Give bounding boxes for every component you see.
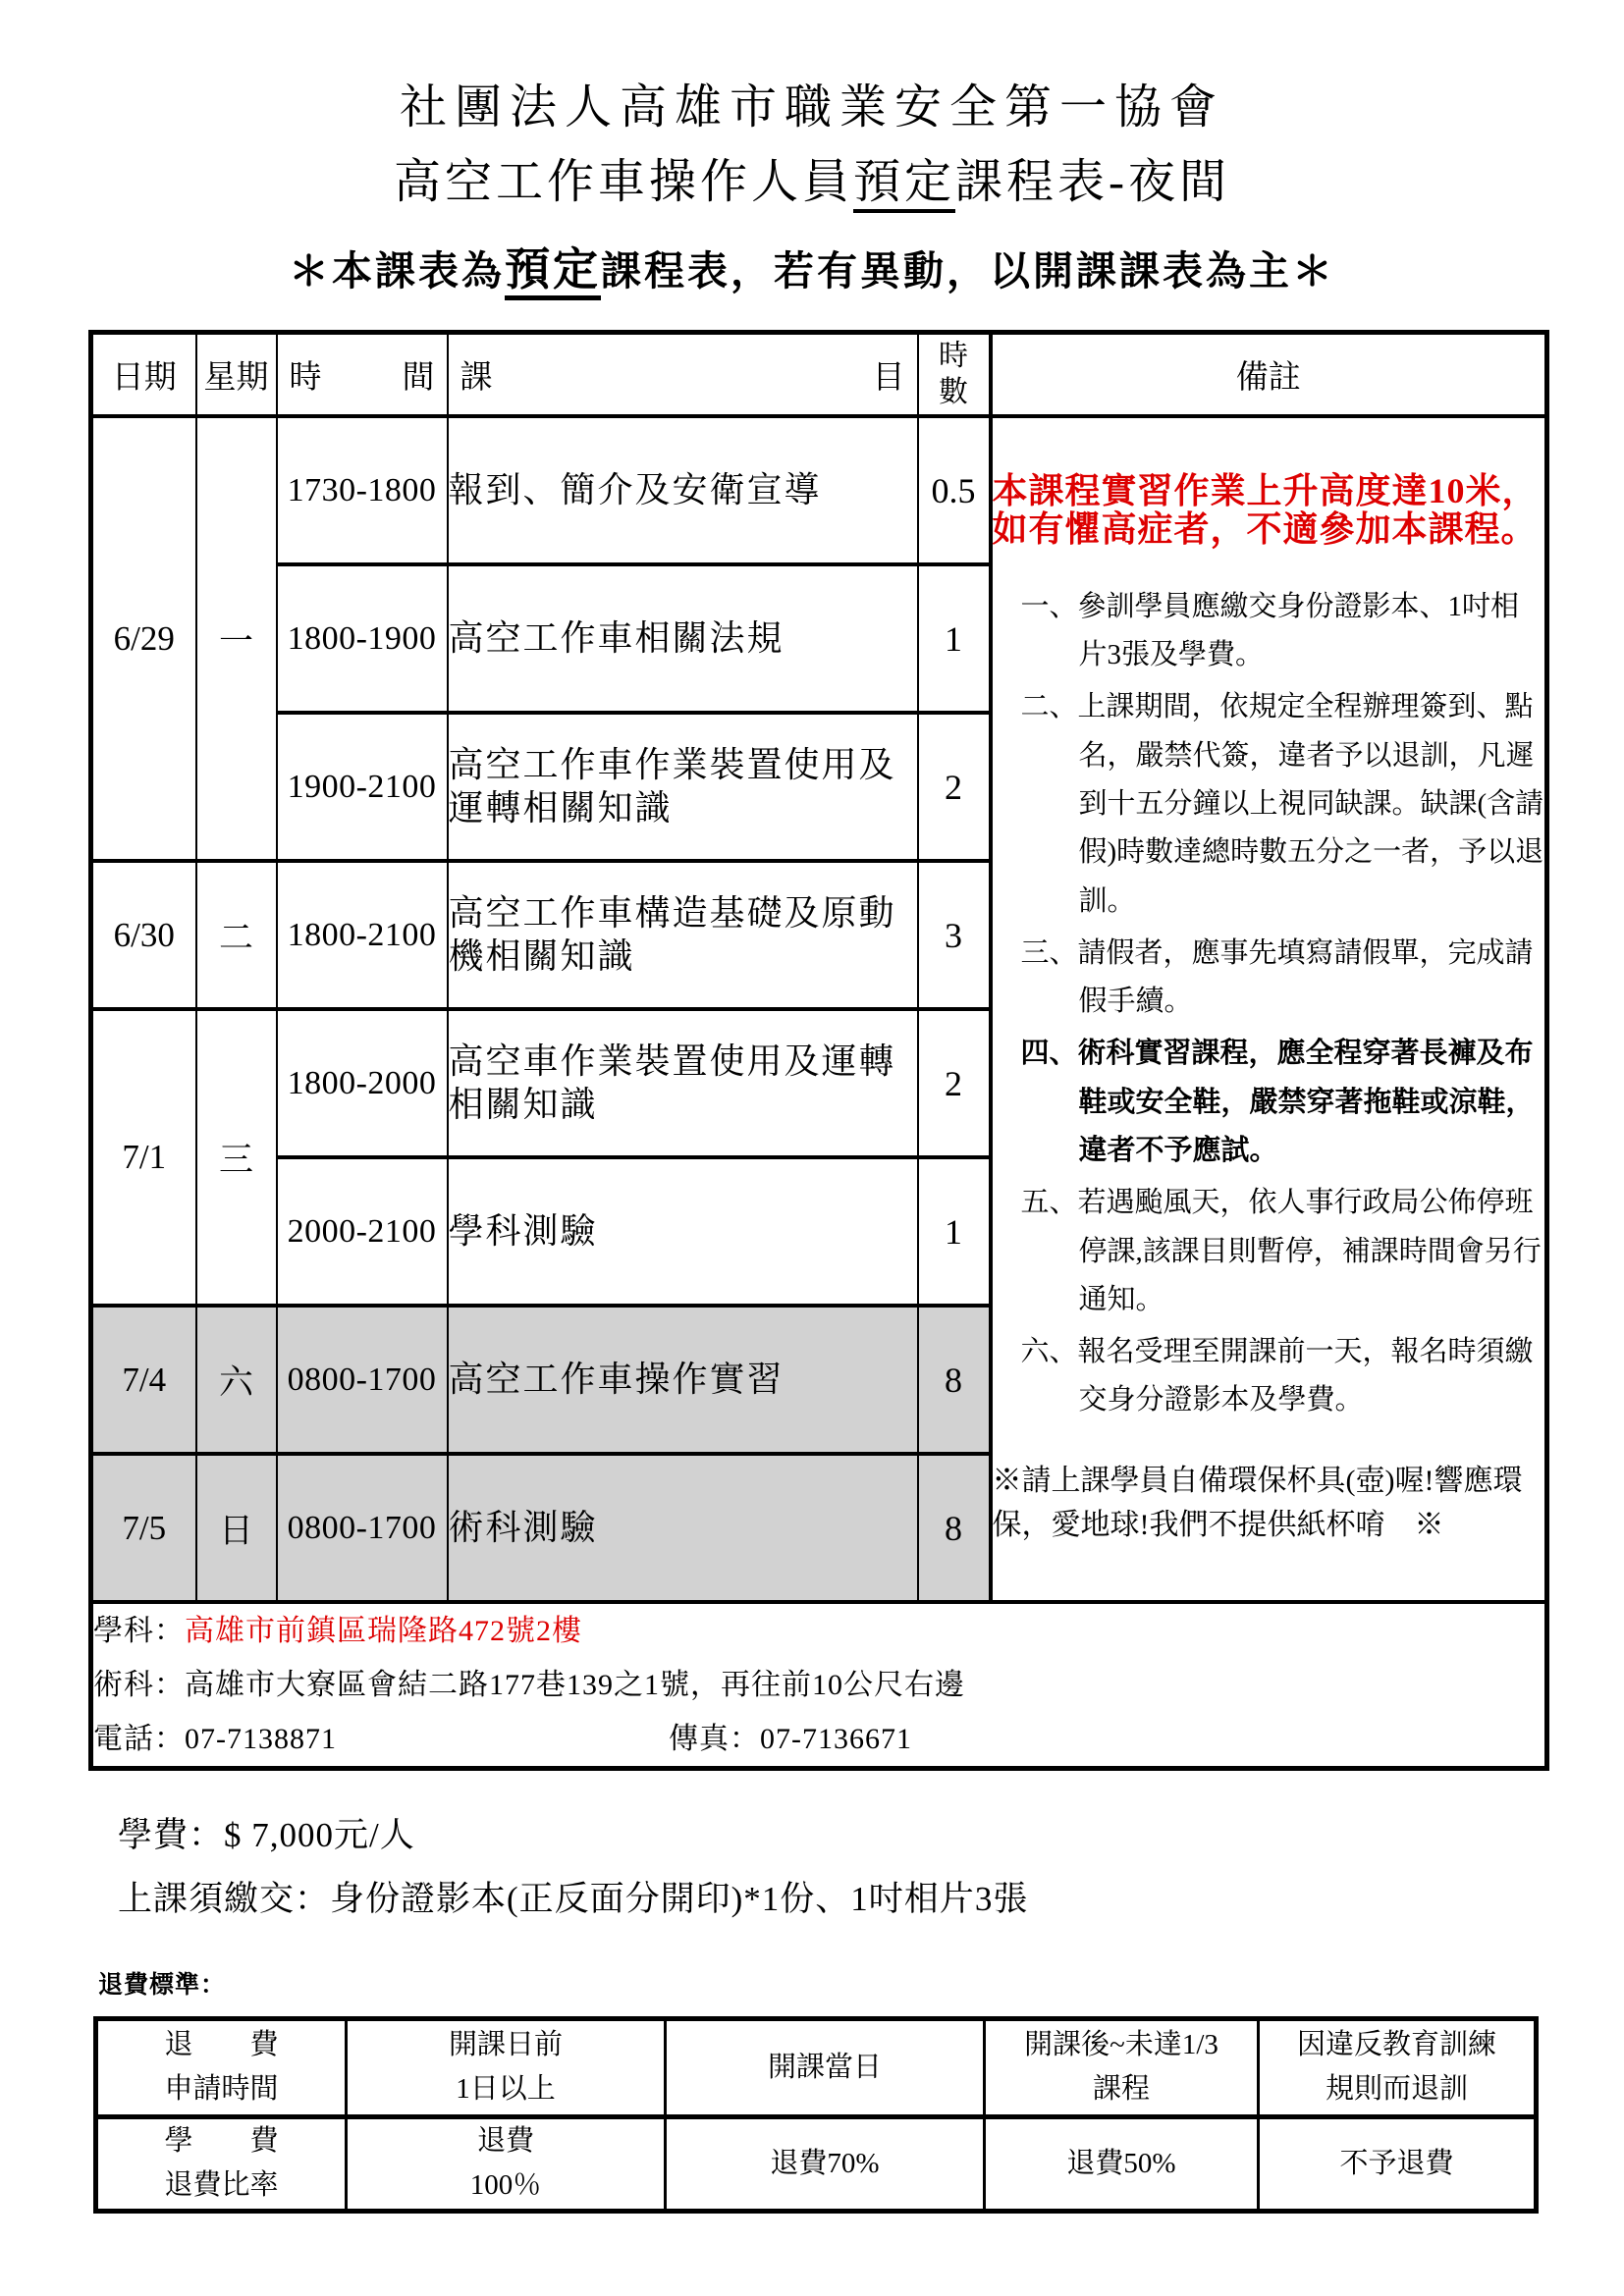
disclaimer-underlined: 預定 bbox=[505, 244, 601, 300]
note-label: 四、 bbox=[1020, 1038, 1078, 1070]
fax-part bbox=[669, 1723, 912, 1755]
refund-value-cell-1: 學 費 退費比率 bbox=[96, 2116, 347, 2211]
tuition-fee-line: 學費：$ 7,000元/人 bbox=[118, 1816, 415, 1855]
remarks-panel bbox=[991, 416, 1547, 1602]
note-text: 請假者，應事先填寫請假單，完成請假手續。 bbox=[1077, 936, 1534, 1018]
note-label: 二、 bbox=[1020, 691, 1078, 723]
header-date: 日期 bbox=[91, 332, 196, 416]
time-cell: 1730-1800 bbox=[277, 416, 448, 564]
hours-cell: 1 bbox=[918, 1157, 991, 1306]
header-time-first: 時 bbox=[289, 359, 322, 396]
phone-part bbox=[93, 1712, 669, 1766]
course-name-suffix: 課程表-夜間 bbox=[955, 155, 1231, 208]
header-hours-top: 時 bbox=[939, 339, 968, 372]
org-name: 社團法人高雄市職業安全第一協會 bbox=[399, 81, 1224, 133]
required-documents-line: 上課須繳交：身份證影本(正反面分開印)*1份、1吋相片3張 bbox=[118, 1879, 1029, 1918]
header-remarks: 備註 bbox=[991, 332, 1547, 416]
header-subject bbox=[448, 332, 918, 416]
acrophobia-warning: 本課程實習作業上升高度達10米，如有懼高症者，不適參加本課程。 bbox=[992, 470, 1539, 550]
hours-cell: 3 bbox=[918, 861, 991, 1009]
date-cell: 7/1 bbox=[91, 1009, 196, 1306]
eco-cup-note: ※請上課學員自備環保杯具(壺)喔!響應環保，愛地球!我們不提供紙杯唷 ※ bbox=[992, 1464, 1523, 1541]
subject-cell: 術科測驗 bbox=[448, 1454, 918, 1602]
note-label: 三、 bbox=[1020, 936, 1078, 969]
note-text: 參訓學員應繳交身份證影本、1吋相片3張及學費。 bbox=[1077, 590, 1520, 671]
subject-cell: 高空工作車操作實習 bbox=[448, 1306, 918, 1454]
practice-location-line bbox=[93, 1658, 1544, 1712]
refund-header-cell-2: 開課日前 1日以上 bbox=[347, 2018, 666, 2116]
practice-address: 高雄市大寮區會結二路177巷139之1號，再往前10公尺右邊 bbox=[185, 1669, 965, 1702]
subject-cell: 高空工作車構造基礎及原動機相關知識 bbox=[448, 861, 918, 1009]
time-cell: 0800-1700 bbox=[277, 1306, 448, 1454]
subject-cell: 學科測驗 bbox=[448, 1157, 918, 1306]
hours-cell: 8 bbox=[918, 1454, 991, 1602]
refund-value-cell-4: 退費50% bbox=[985, 2116, 1259, 2211]
time-cell: 1800-1900 bbox=[277, 564, 448, 713]
header-hours-bottom: 數 bbox=[939, 376, 968, 409]
time-cell: 1800-2100 bbox=[277, 861, 448, 1009]
subject-cell: 高空工作車相關法規 bbox=[448, 564, 918, 713]
refund-header-row bbox=[96, 2018, 1537, 2116]
refund-value-cell-5: 不予退費 bbox=[1259, 2116, 1537, 2211]
refund-value-cell-2: 退費 100％ bbox=[347, 2116, 666, 2211]
phone-label: 電話： bbox=[93, 1723, 185, 1756]
page-title-line2 bbox=[0, 145, 1624, 220]
refund-header-cell-1: 退 費 申請時間 bbox=[96, 2018, 347, 2116]
course-name-underlined: 預定 bbox=[853, 156, 955, 213]
schedule-header-row bbox=[91, 332, 1547, 416]
date-cell: 6/29 bbox=[91, 416, 196, 861]
subject-cell: 報到、簡介及安衛宣導 bbox=[448, 416, 918, 564]
subject-cell: 高空車作業裝置使用及運轉相關知識 bbox=[448, 1009, 918, 1157]
lecture-location-line bbox=[93, 1604, 1544, 1658]
header-subject-last: 目 bbox=[872, 359, 905, 396]
refund-policy-caption: 退費標準： bbox=[98, 1971, 227, 1999]
header-weekday: 星期 bbox=[196, 332, 277, 416]
date-cell: 6/30 bbox=[91, 861, 196, 1009]
hours-cell: 1 bbox=[918, 564, 991, 713]
time-cell: 0800-1700 bbox=[277, 1454, 448, 1602]
practice-label: 術科： bbox=[93, 1669, 185, 1702]
note-text: 術科實習課程，應全程穿著長褲及布鞋或安全鞋，嚴禁穿著拖鞋或涼鞋，違者不予應試。 bbox=[1077, 1038, 1535, 1166]
note-label: 六、 bbox=[1020, 1336, 1078, 1368]
page-title-line1 bbox=[0, 71, 1624, 145]
header-time-last: 間 bbox=[402, 359, 435, 396]
refund-value-cell-3: 退費70% bbox=[666, 2116, 985, 2211]
location-info-cell bbox=[91, 1602, 1547, 1769]
time-cell: 1900-2100 bbox=[277, 713, 448, 861]
refund-header-cell-3: 開課當日 bbox=[666, 2018, 985, 2116]
lecture-label: 學科： bbox=[93, 1615, 185, 1648]
header-time bbox=[277, 332, 448, 416]
time-cell: 2000-2100 bbox=[277, 1157, 448, 1306]
note-label: 一、 bbox=[1020, 590, 1078, 622]
weekday-cell: 三 bbox=[196, 1009, 277, 1306]
hours-cell: 0.5 bbox=[918, 416, 991, 564]
schedule-footer-row bbox=[91, 1602, 1547, 1769]
subject-cell: 高空工作車作業裝置使用及運轉相關知識 bbox=[448, 713, 918, 861]
fax-number: 07-7136671 bbox=[760, 1723, 912, 1756]
schedule-disclaimer bbox=[0, 234, 1624, 298]
refund-value-row bbox=[96, 2116, 1537, 2211]
weekday-cell: 六 bbox=[196, 1306, 277, 1454]
date-cell: 7/5 bbox=[91, 1454, 196, 1602]
contact-line bbox=[93, 1712, 1544, 1766]
phone-number: 07-7138871 bbox=[185, 1723, 337, 1756]
remark-note-5 bbox=[993, 1179, 1545, 1324]
course-schedule-table bbox=[88, 330, 1549, 1772]
hours-cell: 2 bbox=[918, 713, 991, 861]
remark-note-4 bbox=[993, 1030, 1545, 1175]
header-hours bbox=[918, 332, 991, 416]
weekday-cell: 二 bbox=[196, 861, 277, 1009]
hours-cell: 2 bbox=[918, 1009, 991, 1157]
fax-label: 傳真： bbox=[669, 1723, 760, 1756]
date-cell: 7/4 bbox=[91, 1306, 196, 1454]
note-text: 上課期間，依規定全程辦理簽到、點名，嚴禁代簽，違者予以退訓，凡遲到十五分鐘以上視同缺課。缺課(含請假)時數達總時數五分之一者，予以退訓。 bbox=[1077, 691, 1544, 917]
weekday-cell: 日 bbox=[196, 1454, 277, 1602]
note-label: 五、 bbox=[1020, 1187, 1078, 1219]
header-subject-first: 課 bbox=[460, 359, 493, 396]
tuition-section bbox=[118, 1804, 1624, 1932]
note-text: 報名受理至開課前一天，報名時須繳交身分證影本及學費。 bbox=[1077, 1336, 1534, 1416]
refund-header-cell-5: 因違反教育訓練 規則而退訓 bbox=[1259, 2018, 1537, 2116]
lecture-address: 高雄市前鎮區瑞隆路472號2樓 bbox=[185, 1615, 582, 1648]
disclaimer-prefix: ＊本課表為 bbox=[289, 247, 505, 294]
note-text: 若遇颱風天，依人事行政局公佈停班停課,該課目則暫停，補課時間會另行通知。 bbox=[1077, 1187, 1542, 1315]
document-header bbox=[0, 0, 1624, 298]
refund-header-cell-4: 開課後~未達1/3 課程 bbox=[985, 2018, 1259, 2116]
remarks-notes-list bbox=[993, 583, 1545, 1425]
weekday-cell: 一 bbox=[196, 416, 277, 861]
remark-note-1 bbox=[993, 583, 1545, 680]
schedule-row-1 bbox=[91, 416, 1547, 564]
remark-note-6 bbox=[993, 1328, 1545, 1425]
disclaimer-suffix: 課程表，若有異動，以開課課表為主＊ bbox=[601, 247, 1335, 294]
refund-table bbox=[93, 2016, 1539, 2214]
hours-cell: 8 bbox=[918, 1306, 991, 1454]
course-name-prefix: 高空工作車操作人員 bbox=[393, 155, 853, 208]
remark-note-2 bbox=[993, 683, 1545, 925]
remark-note-3 bbox=[993, 930, 1545, 1027]
time-cell: 1800-2000 bbox=[277, 1009, 448, 1157]
